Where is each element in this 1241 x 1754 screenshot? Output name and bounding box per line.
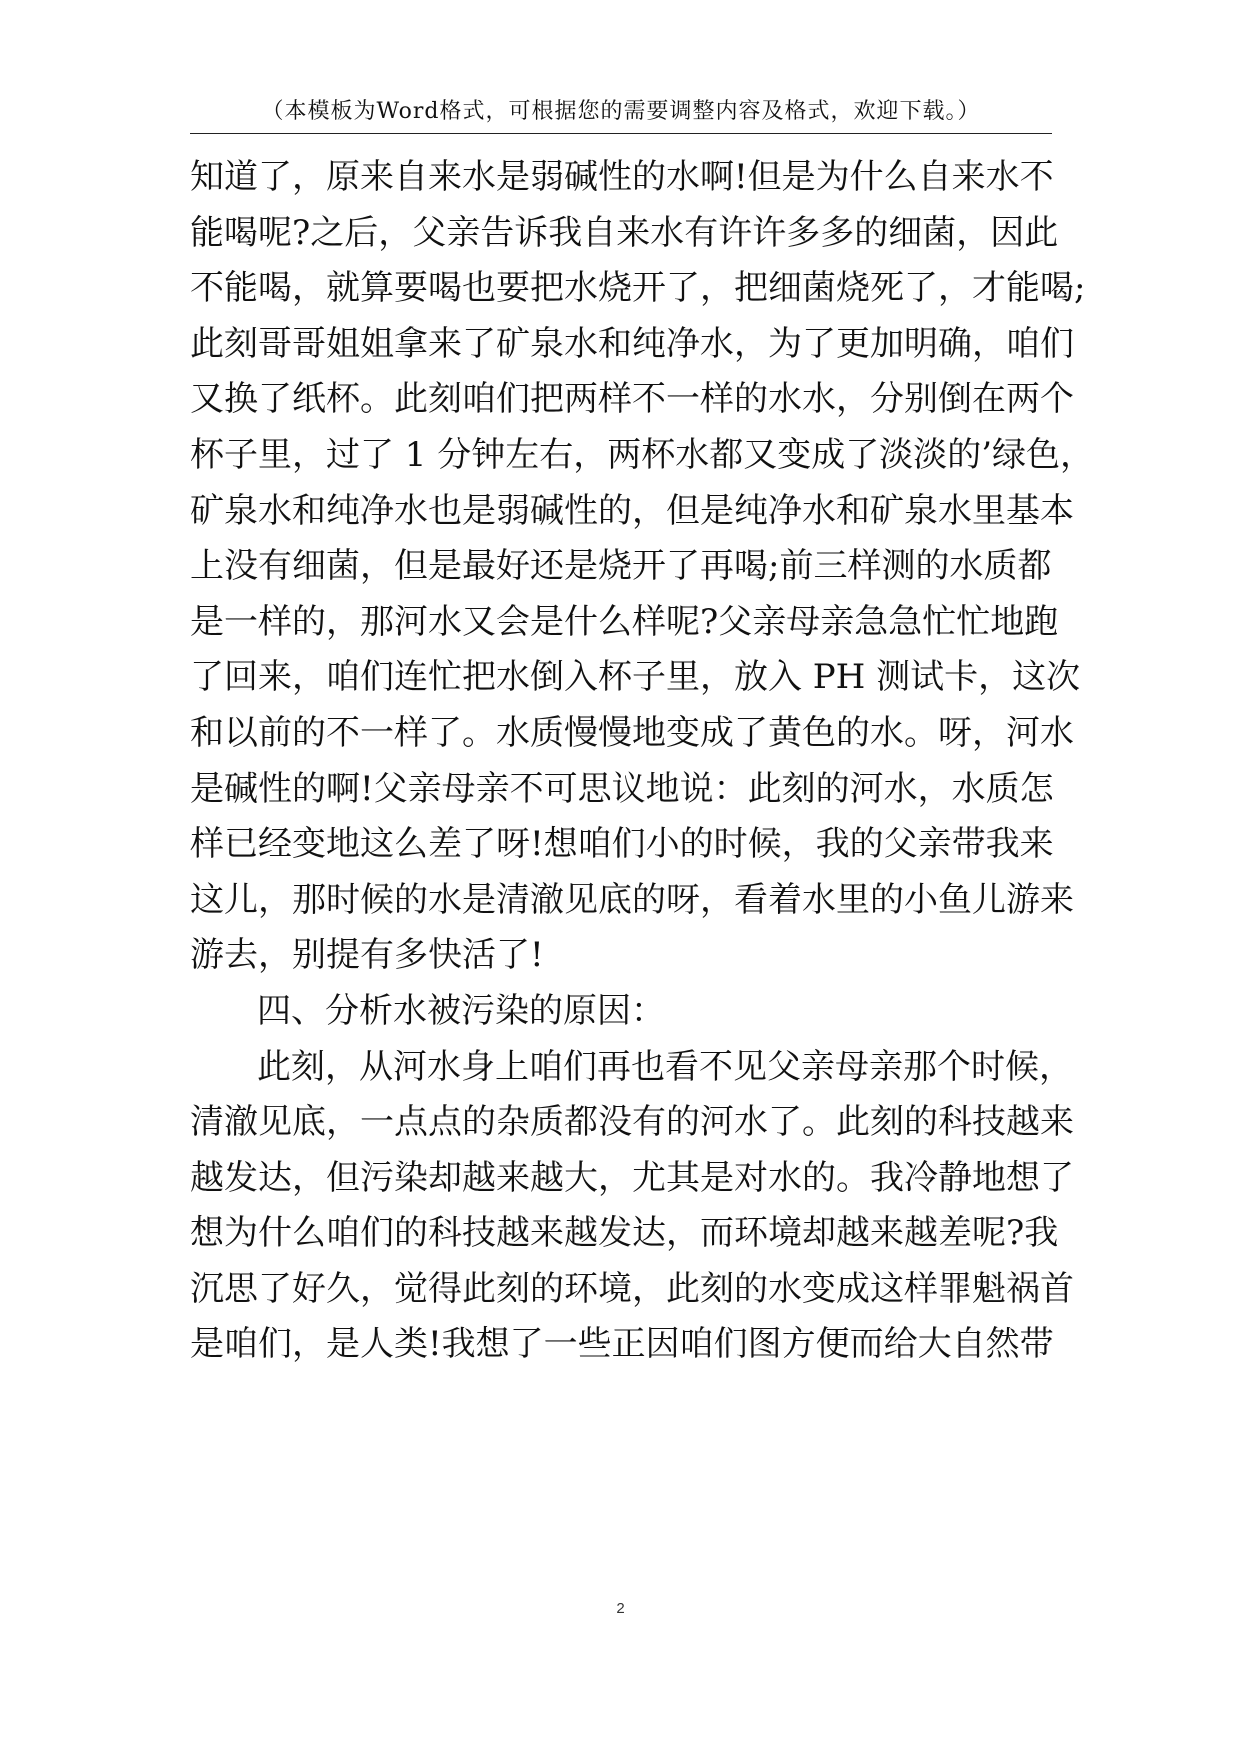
body-line: 游去，别提有多快活了! [190,935,544,976]
section-heading: 四、分析水被污染的原因： [257,990,665,1031]
body-line: 杯子里，过了 1 分钟左右，两杯水都又变成了淡淡的’绿色， [190,434,1095,475]
body-line: 能喝呢?之后，父亲告诉我自来水有许许多多的细菌，因此 [190,212,1059,253]
body-line: 越发达，但污染却越来越大，尤其是对水的。我冷静地想了 [190,1157,1074,1198]
body-line: 此刻，从河水身上咱们再也看不见父亲母亲那个时候， [257,1046,1073,1087]
page-number: 2 [616,1600,625,1617]
body-line: 清澈见底，一点点的杂质都没有的河水了。此刻的科技越来 [190,1102,1074,1143]
body-line: 是一样的，那河水又会是什么样呢?父亲母亲急急忙忙地跑 [190,601,1059,642]
body-line: 这儿，那时候的水是清澈见底的呀，看着水里的小鱼儿游来 [190,879,1074,920]
body-line: 是碱性的啊!父亲母亲不可思议地说：此刻的河水，水质怎 [190,768,1054,809]
body-line: 此刻哥哥姐姐拿来了矿泉水和纯净水，为了更加明确，咱们 [190,323,1074,364]
document-body [190,150,1095,1373]
body-line: 知道了，原来自来水是弱碱性的水啊!但是为什么自来水不 [190,157,1054,197]
body-line: 了回来，咱们连忙把水倒入杯子里，放入 PH 测试卡，这次 [190,657,1081,698]
body-line: 不能喝，就算要喝也要把水烧开了，把细菌烧死了，才能喝; [190,268,1086,309]
body-line: 样已经变地这么差了呀!想咱们小的时候，我的父亲带我来 [190,824,1054,865]
header-divider [190,133,1052,134]
body-line: 沉思了好久，觉得此刻的环境，此刻的水变成这样罪魁祸首 [190,1268,1074,1309]
body-line: 和以前的不一样了。水质慢慢地变成了黄色的水。呀，河水 [190,712,1074,753]
body-line: 想为什么咱们的科技越来越发达，而环境却越来越差呢?我 [190,1213,1059,1254]
template-notice-header: （本模板为Word格式，可根据您的需要调整内容及格式，欢迎下载。） [261,99,981,124]
body-line: 又换了纸杯。此刻咱们把两样不一样的水水，分别倒在两个 [190,379,1074,420]
body-line: 矿泉水和纯净水也是弱碱性的，但是纯净水和矿泉水里基本 [190,490,1074,531]
body-line: 上没有细菌，但是最好还是烧开了再喝;前三样测的水质都 [190,546,1052,587]
body-line: 是咱们，是人类!我想了一些正因咱们图方便而给大自然带 [190,1324,1054,1365]
